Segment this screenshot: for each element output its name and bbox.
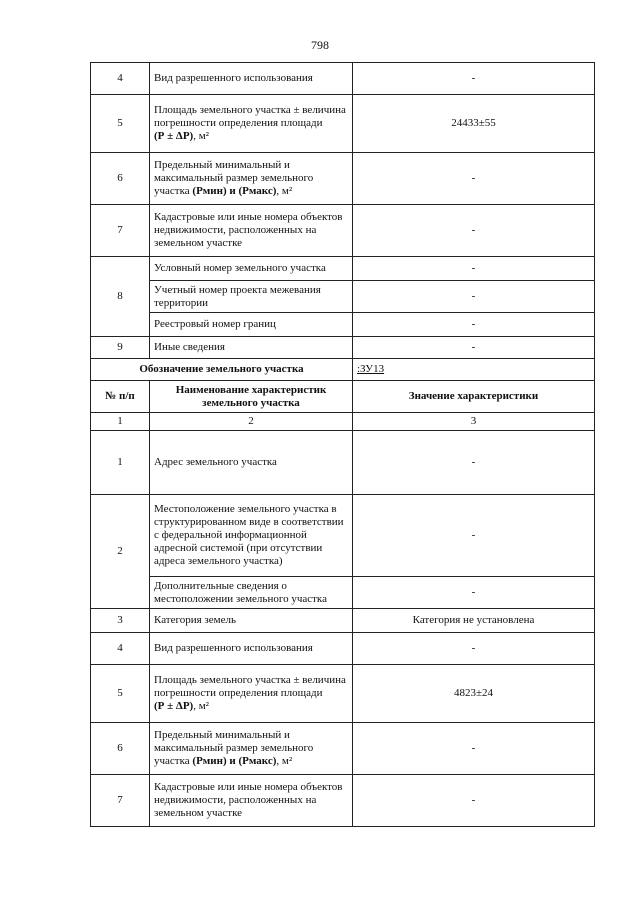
- numbering-row: [91, 413, 595, 431]
- table-row: [91, 205, 595, 257]
- table-row: [91, 577, 595, 609]
- row-name: Кадастровые или иные номера объектов недвижимости, расположенных на земельном участке: [150, 205, 353, 257]
- row-number: 7: [91, 205, 150, 257]
- row-name: Реестровый номер границ: [150, 313, 353, 337]
- row-name: Местоположение земельного участка в структурированном виде в соответствии с федеральной информационной адресной системой (при отсутствии адреса земельного участка): [150, 495, 353, 577]
- row-value: -: [353, 431, 595, 495]
- row-value: -: [353, 205, 595, 257]
- designation-label: Обозначение земельного участка: [91, 359, 353, 381]
- row-number: 3: [91, 609, 150, 633]
- row-number: 1: [91, 431, 150, 495]
- row-unit-bold: (Р ± ΔР): [154, 130, 194, 142]
- designation-value: :ЗУ13: [353, 359, 595, 381]
- row-name: Адрес земельного участка: [150, 431, 353, 495]
- table-row: [91, 495, 595, 577]
- row-name: Кадастровые или иные номера объектов недвижимости, расположенных на земельном участке: [150, 775, 353, 827]
- table-row: [91, 63, 595, 95]
- table-row: [91, 153, 595, 205]
- row-unit: , м²: [276, 755, 293, 767]
- row-name-text: Предельный минимальный и максимальный размер земельного участка: [154, 729, 314, 767]
- row-unit: , м²: [193, 130, 209, 142]
- table-row: [91, 633, 595, 665]
- row-value: -: [353, 577, 595, 609]
- row-number: 4: [91, 633, 150, 665]
- row-value: Категория не установлена: [353, 609, 595, 633]
- numbering-2: 2: [150, 413, 353, 431]
- row-unit-bold: (Рмин) и (Рмакс): [192, 185, 277, 197]
- row-value: 24433±55: [353, 95, 595, 153]
- page-number: 798: [311, 38, 329, 52]
- row-value: -: [353, 63, 595, 95]
- row-number: 4: [91, 63, 150, 95]
- row-name: Вид разрешенного использования: [150, 63, 353, 95]
- row-number: 9: [91, 337, 150, 359]
- numbering-3: 3: [353, 413, 595, 431]
- header-number: № п/п: [91, 381, 150, 413]
- row-name: [150, 723, 353, 775]
- row-value: -: [353, 775, 595, 827]
- row-value: -: [353, 337, 595, 359]
- row-name: [150, 95, 353, 153]
- table-row: [91, 95, 595, 153]
- header-name: Наименование характеристик земельного участка: [150, 381, 353, 413]
- table-row: [91, 723, 595, 775]
- row-name-text: Площадь земельного участка ± величина погрешности определения площади: [154, 104, 346, 129]
- row-value: -: [353, 281, 595, 313]
- row-number: 7: [91, 775, 150, 827]
- row-name: [150, 665, 353, 723]
- table-row: [91, 609, 595, 633]
- row-name-text: Предельный минимальный и максимальный размер земельного участка: [154, 159, 314, 197]
- table-row: [91, 431, 595, 495]
- table-row: [91, 775, 595, 827]
- row-value: -: [353, 495, 595, 577]
- row-name: Дополнительные сведения о местоположении земельного участка: [150, 577, 353, 609]
- row-name: Категория земель: [150, 609, 353, 633]
- row-value: -: [353, 153, 595, 205]
- land-plot-table: [90, 62, 595, 827]
- table-row: [91, 281, 595, 313]
- table-row: [91, 337, 595, 359]
- row-unit: , м²: [193, 700, 209, 712]
- row-value: -: [353, 723, 595, 775]
- row-number: 6: [91, 723, 150, 775]
- row-number: 6: [91, 153, 150, 205]
- row-number: 5: [91, 95, 150, 153]
- row-unit-bold: (Р ± ΔР): [154, 700, 194, 712]
- row-unit: , м²: [276, 185, 293, 197]
- header-value: Значение характеристики: [353, 381, 595, 413]
- numbering-1: 1: [91, 413, 150, 431]
- row-value: 4823±24: [353, 665, 595, 723]
- table-row: [91, 313, 595, 337]
- row-number: 5: [91, 665, 150, 723]
- row-name: Условный номер земельного участка: [150, 257, 353, 281]
- table-row: [91, 665, 595, 723]
- row-number: 2: [91, 495, 150, 609]
- row-unit-bold: (Рмин) и (Рмакс): [192, 755, 277, 767]
- row-value: -: [353, 313, 595, 337]
- designation-row: [91, 359, 595, 381]
- row-value: -: [353, 633, 595, 665]
- row-name: Иные сведения: [150, 337, 353, 359]
- row-number: 8: [91, 257, 150, 337]
- table-row: [91, 257, 595, 281]
- header-row: [91, 381, 595, 413]
- row-name-text: Площадь земельного участка ± величина погрешности определения площади: [154, 674, 346, 699]
- row-name: Учетный номер проекта межевания территории: [150, 281, 353, 313]
- row-name: [150, 153, 353, 205]
- row-value: -: [353, 257, 595, 281]
- row-name: Вид разрешенного использования: [150, 633, 353, 665]
